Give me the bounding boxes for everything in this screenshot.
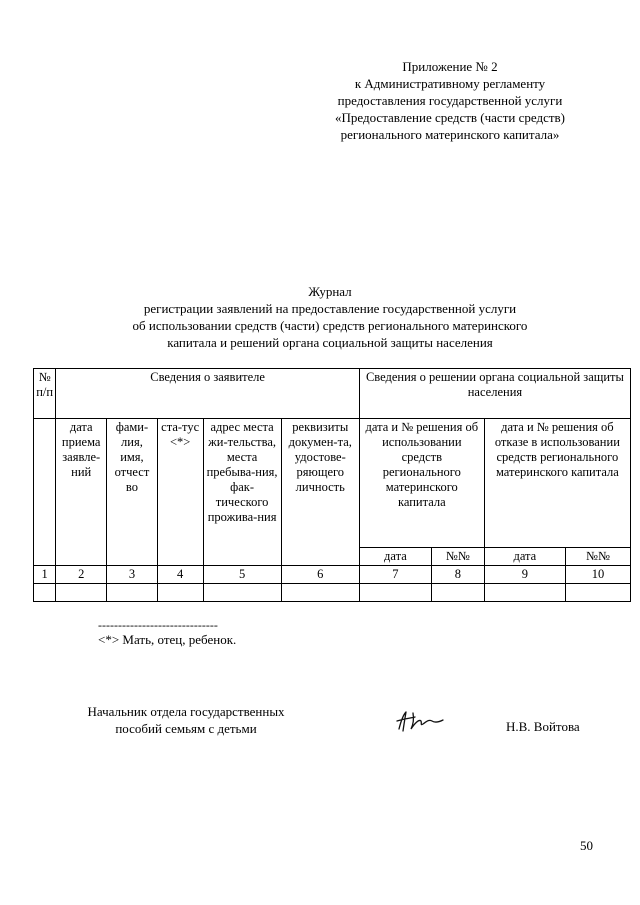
table-empty-cell (484, 584, 565, 602)
appendix-header (300, 58, 600, 143)
column-number-cell: 9 (484, 566, 565, 584)
appendix-line: регионального материнского капитала» (340, 127, 560, 142)
header-address: адрес места жи-тельства, места пребыва-ния, фак-тического прожива-ния (203, 419, 281, 566)
signatory-position (68, 703, 304, 737)
signatory-position-line: Начальник отдела государственных (87, 704, 285, 719)
journal-title-line: Журнал (308, 284, 352, 299)
table-empty-cell (34, 584, 56, 602)
column-number-cell: 10 (565, 566, 630, 584)
header-use-decision: дата и № решения об использовании средств регионального материнского капитала (359, 419, 484, 548)
table-empty-cell (359, 584, 431, 602)
header-applicant-info: Сведения о заявителе (56, 369, 360, 419)
journal-title-line: об использовании средств (части) средств регионального материнского (132, 318, 528, 333)
column-number-cell: 6 (281, 566, 359, 584)
table-empty-cell (203, 584, 281, 602)
appendix-line: предоставления государственной услуги (337, 93, 563, 108)
handwritten-signature (393, 707, 445, 735)
table-empty-cell (431, 584, 484, 602)
table-empty-cell (281, 584, 359, 602)
column-number-cell: 2 (56, 566, 107, 584)
header-use-date: дата (359, 548, 431, 566)
column-number-cell: 5 (203, 566, 281, 584)
header-application-date: дата приема заявле-ний (56, 419, 107, 566)
header-refusal-decision: дата и № решения об отказе в использовании средств регионального материнского капитала (484, 419, 630, 548)
page-number: 50 (580, 838, 593, 853)
footnote-separator: ------------------------------ (98, 618, 218, 632)
table-empty-cell (56, 584, 107, 602)
column-number-cell: 8 (431, 566, 484, 584)
header-number: № п/п (34, 369, 56, 419)
header-status: ста-тус <*> (157, 419, 203, 566)
header-refusal-date: дата (484, 548, 565, 566)
header-number-empty (34, 419, 56, 566)
table-empty-cell (157, 584, 203, 602)
journal-title (60, 283, 600, 351)
signatory-position-line: пособий семьям с детьми (115, 721, 257, 736)
signatory-name: Н.В. Войтова (506, 719, 580, 734)
header-decision-info: Сведения о решении органа социальной защиты населения (359, 369, 630, 419)
appendix-line: «Предоставление средств (части средств) (335, 110, 565, 125)
header-refusal-number: №№ (565, 548, 630, 566)
column-number-cell: 7 (359, 566, 431, 584)
column-number-cell: 4 (157, 566, 203, 584)
header-identity-document: реквизиты докумен-та, удостове-ряющего личность (281, 419, 359, 566)
footnote-text: <*> Мать, отец, ребенок. (98, 632, 237, 647)
appendix-line: Приложение № 2 (402, 59, 498, 74)
header-use-number: №№ (431, 548, 484, 566)
column-number-cell: 3 (107, 566, 158, 584)
table-empty-cell (565, 584, 630, 602)
journal-title-line: регистрации заявлений на предоставление государственной услуги (143, 301, 517, 316)
appendix-line: к Административному регламенту (354, 76, 546, 91)
registration-table (33, 368, 631, 602)
header-full-name: фами-лия, имя, отчест во (107, 419, 158, 566)
table-empty-cell (107, 584, 158, 602)
journal-title-line: капитала и решений органа социальной защиты населения (167, 335, 493, 350)
column-number-cell: 1 (34, 566, 56, 584)
